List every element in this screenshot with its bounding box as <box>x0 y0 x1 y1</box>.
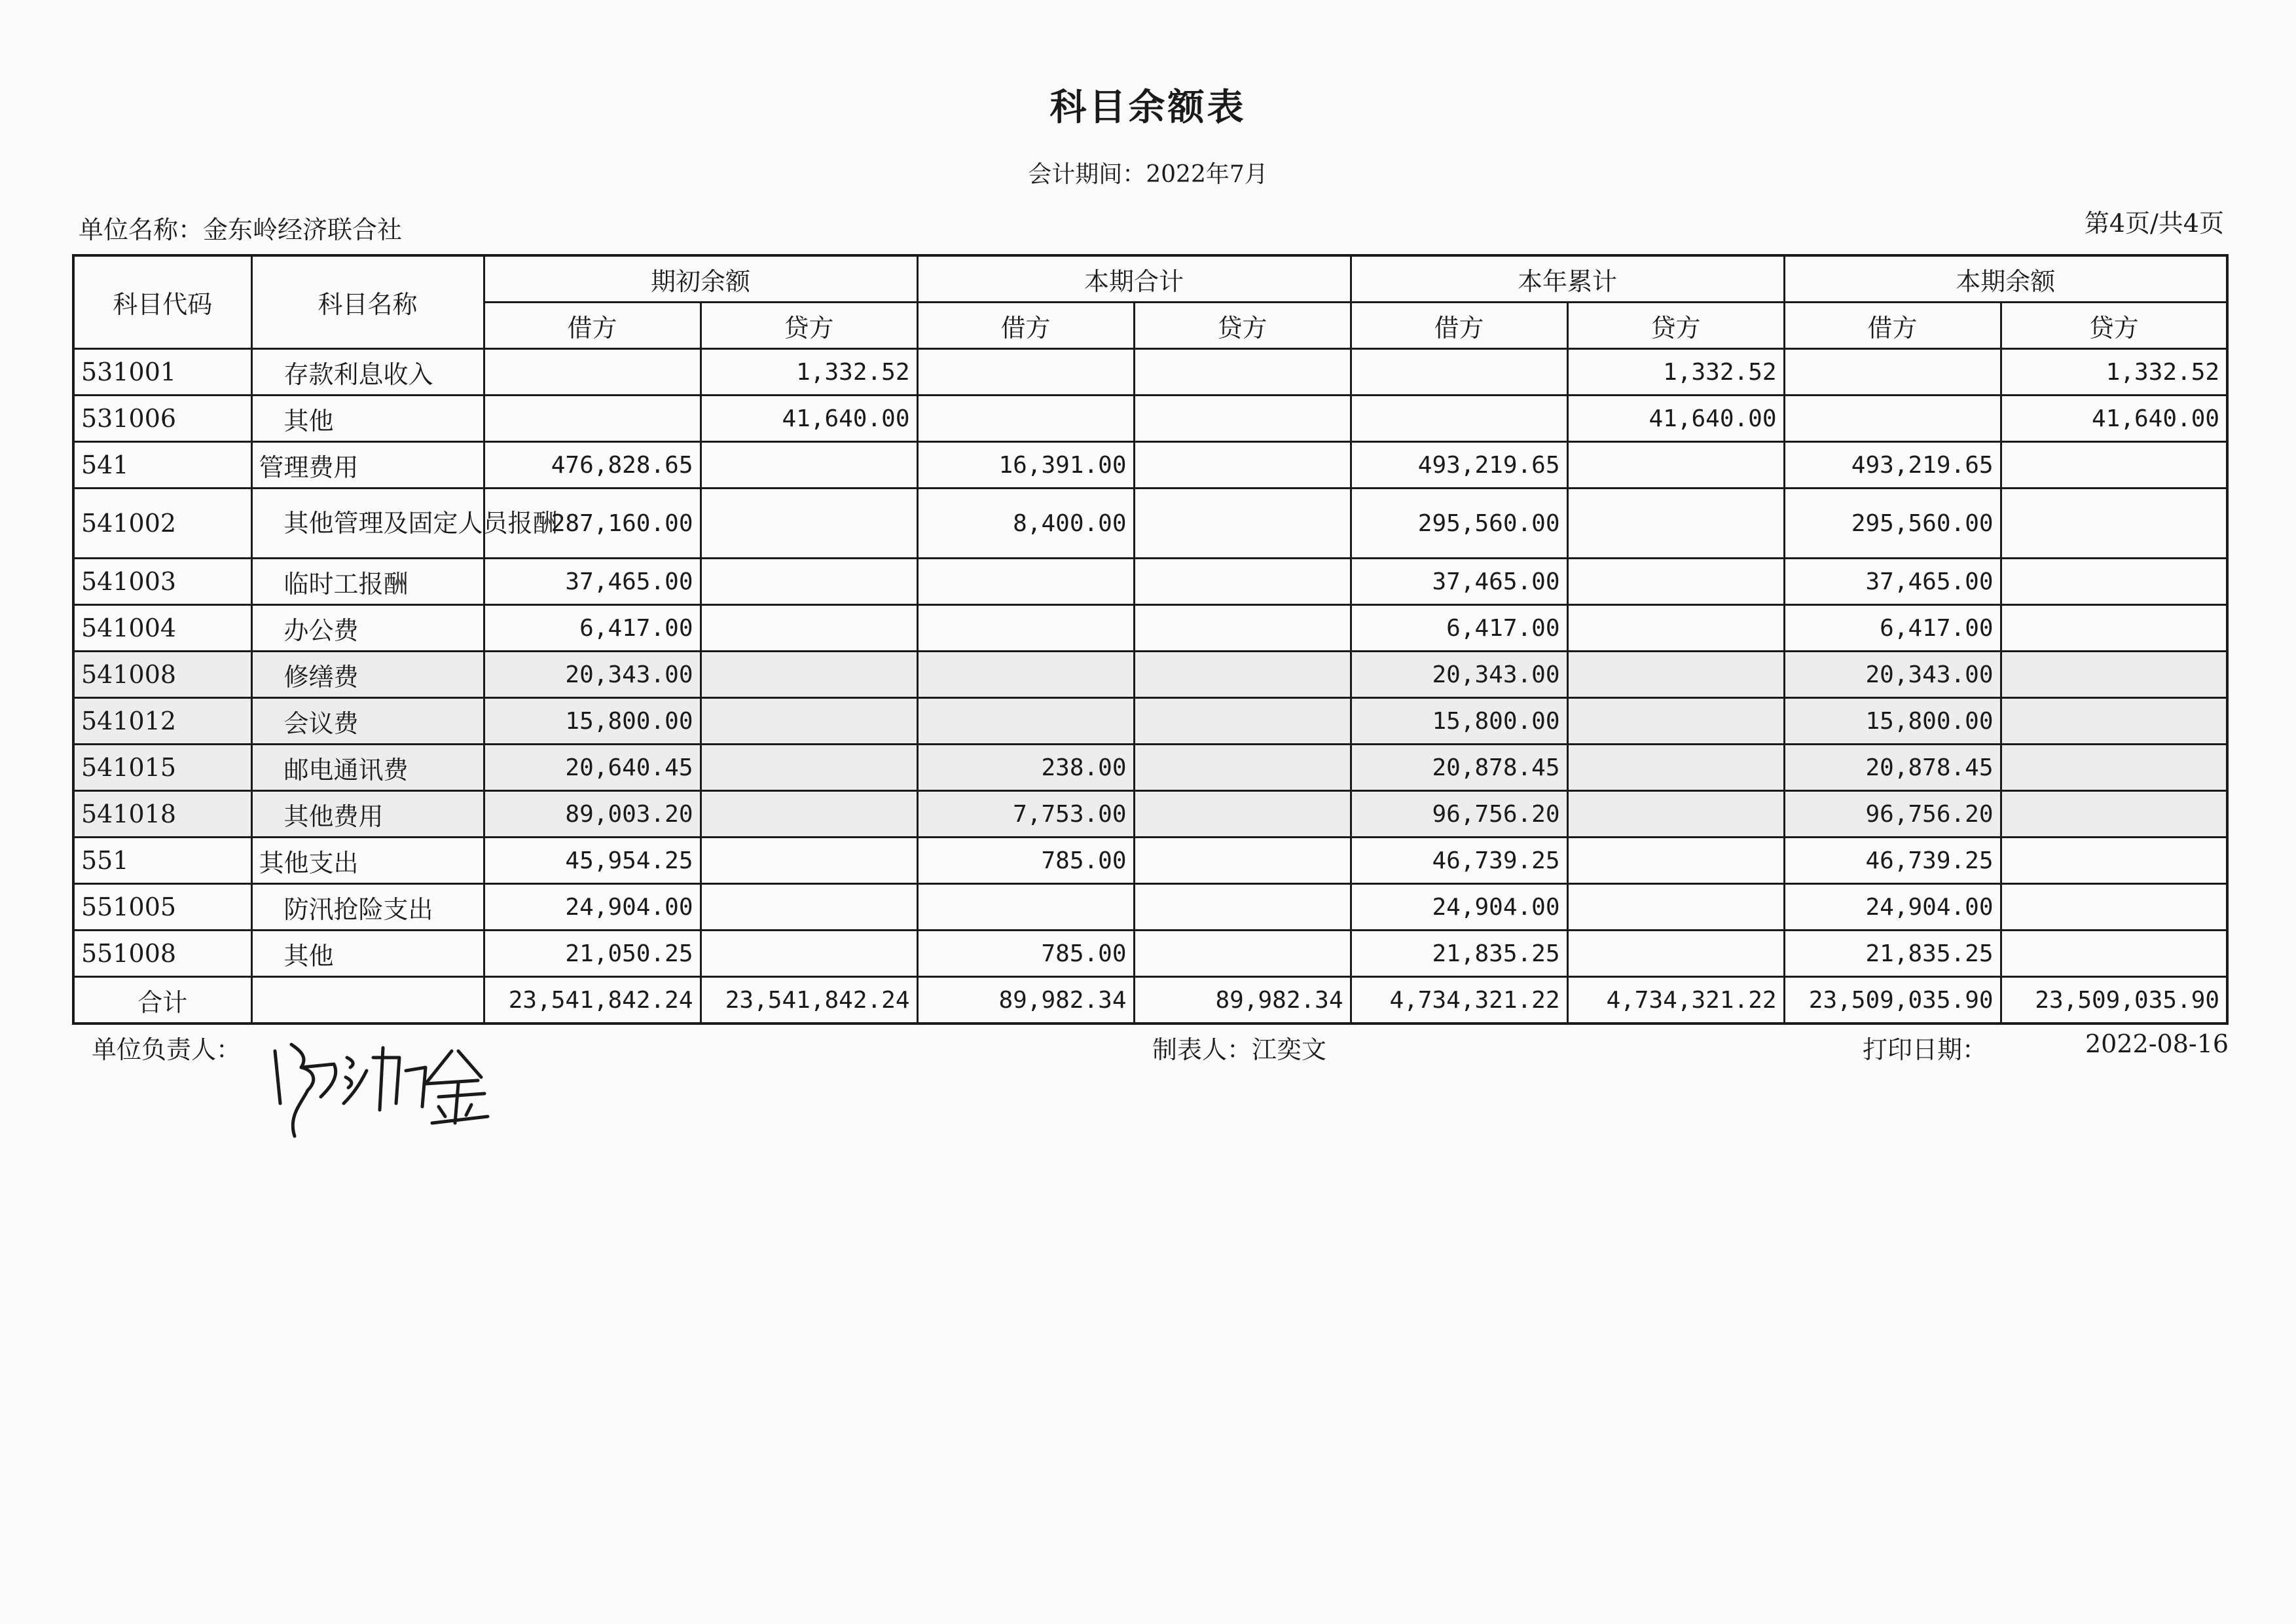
cell-open-debit: 20,343.00 <box>484 652 701 698</box>
total-close-credit: 23,509,035.90 <box>2001 977 2227 1024</box>
cell-cur-credit <box>1134 884 1351 931</box>
table-row <box>73 745 2227 791</box>
total-cur-credit: 89,982.34 <box>1134 977 1351 1024</box>
cell-ytd-debit: 20,343.00 <box>1351 652 1567 698</box>
table-row <box>73 931 2227 977</box>
cell-name: 办公费 <box>251 605 484 652</box>
header-row-1 <box>73 255 2227 303</box>
cell-ytd-credit <box>1567 745 1784 791</box>
cell-ytd-credit: 41,640.00 <box>1567 396 1784 442</box>
cell-code: 531001 <box>73 349 251 396</box>
cell-close-credit <box>2001 698 2227 745</box>
header-credit: 贷方 <box>701 303 917 349</box>
header-name: 科目名称 <box>251 255 484 349</box>
balance-table <box>72 254 2229 1025</box>
cell-cur-credit <box>1134 396 1351 442</box>
cell-code: 541004 <box>73 605 251 652</box>
cell-ytd-credit <box>1567 559 1784 605</box>
cell-ytd-debit: 37,465.00 <box>1351 559 1567 605</box>
accounting-period: 会计期间：2022年7月 <box>1028 161 1268 188</box>
cell-name: 防汛抢险支出 <box>251 884 484 931</box>
cell-close-debit: 46,739.25 <box>1784 838 2001 884</box>
cell-name: 其他 <box>251 396 484 442</box>
total-cur-debit: 89,982.34 <box>917 977 1134 1024</box>
page-number: 第4页/共4页 <box>2084 209 2224 238</box>
cell-name: 存款利息收入 <box>251 349 484 396</box>
cell-close-credit <box>2001 489 2227 559</box>
leader-label: 单位负责人： <box>92 1035 242 1064</box>
cell-open-credit: 41,640.00 <box>701 396 917 442</box>
cell-close-credit: 1,332.52 <box>2001 349 2227 396</box>
cell-open-credit <box>701 791 917 838</box>
table-row <box>73 884 2227 931</box>
header-credit: 贷方 <box>2001 303 2227 349</box>
cell-open-credit <box>701 559 917 605</box>
cell-cur-credit <box>1134 698 1351 745</box>
cell-cur-credit <box>1134 745 1351 791</box>
cell-open-credit <box>701 884 917 931</box>
cell-cur-debit <box>917 652 1134 698</box>
cell-cur-debit <box>917 884 1134 931</box>
cell-close-credit <box>2001 442 2227 489</box>
cell-ytd-debit: 24,904.00 <box>1351 884 1567 931</box>
header-opening: 期初余额 <box>484 255 917 303</box>
cell-close-debit <box>1784 396 2001 442</box>
cell-close-credit <box>2001 559 2227 605</box>
cell-code: 541 <box>73 442 251 489</box>
cell-name: 临时工报酬 <box>251 559 484 605</box>
table-row <box>73 396 2227 442</box>
cell-cur-debit <box>917 605 1134 652</box>
document-title: 科目余额表 <box>1049 86 1247 129</box>
cell-open-debit: 21,050.25 <box>484 931 701 977</box>
cell-open-credit: 1,332.52 <box>701 349 917 396</box>
cell-code: 541002 <box>73 489 251 559</box>
cell-cur-credit <box>1134 442 1351 489</box>
cell-close-debit: 24,904.00 <box>1784 884 2001 931</box>
header-credit: 贷方 <box>1567 303 1784 349</box>
cell-close-debit: 37,465.00 <box>1784 559 2001 605</box>
table-row <box>73 489 2227 559</box>
cell-code: 541012 <box>73 698 251 745</box>
total-name-empty <box>251 977 484 1024</box>
cell-cur-credit <box>1134 791 1351 838</box>
cell-open-debit: 6,417.00 <box>484 605 701 652</box>
cell-ytd-debit <box>1351 396 1567 442</box>
cell-ytd-credit: 1,332.52 <box>1567 349 1784 396</box>
cell-close-credit <box>2001 605 2227 652</box>
cell-ytd-credit <box>1567 698 1784 745</box>
cell-code: 541003 <box>73 559 251 605</box>
cell-open-debit <box>484 349 701 396</box>
total-label: 合计 <box>73 977 251 1024</box>
cell-close-debit: 20,343.00 <box>1784 652 2001 698</box>
total-ytd-debit: 4,734,321.22 <box>1351 977 1567 1024</box>
total-row <box>73 977 2227 1024</box>
header-ytd: 本年累计 <box>1351 255 1784 303</box>
cell-code: 541018 <box>73 791 251 838</box>
cell-cur-credit <box>1134 838 1351 884</box>
cell-cur-debit <box>917 559 1134 605</box>
header-debit: 借方 <box>1351 303 1567 349</box>
cell-cur-debit: 238.00 <box>917 745 1134 791</box>
cell-code: 531006 <box>73 396 251 442</box>
cell-close-debit <box>1784 349 2001 396</box>
table-row <box>73 838 2227 884</box>
cell-ytd-debit: 46,739.25 <box>1351 838 1567 884</box>
cell-open-debit: 287,160.00 <box>484 489 701 559</box>
cell-name: 其他支出 <box>251 838 484 884</box>
cell-cur-debit <box>917 698 1134 745</box>
header-debit: 借方 <box>484 303 701 349</box>
cell-close-credit <box>2001 791 2227 838</box>
header-debit: 借方 <box>1784 303 2001 349</box>
cell-ytd-credit <box>1567 489 1784 559</box>
table-row <box>73 605 2227 652</box>
cell-open-debit: 89,003.20 <box>484 791 701 838</box>
organization-name: 单位名称：金东岭经济联合社 <box>79 215 403 244</box>
cell-close-debit: 96,756.20 <box>1784 791 2001 838</box>
cell-open-debit <box>484 396 701 442</box>
cell-cur-credit <box>1134 489 1351 559</box>
cell-ytd-debit: 21,835.25 <box>1351 931 1567 977</box>
cell-close-debit: 15,800.00 <box>1784 698 2001 745</box>
print-date-value: 2022-08-16 <box>2085 1029 2229 1058</box>
cell-close-debit: 20,878.45 <box>1784 745 2001 791</box>
cell-close-credit: 41,640.00 <box>2001 396 2227 442</box>
cell-open-credit <box>701 652 917 698</box>
cell-close-credit <box>2001 652 2227 698</box>
cell-ytd-debit: 20,878.45 <box>1351 745 1567 791</box>
table-row <box>73 349 2227 396</box>
cell-cur-credit <box>1134 559 1351 605</box>
cell-name: 其他 <box>251 931 484 977</box>
cell-cur-debit: 785.00 <box>917 838 1134 884</box>
cell-open-credit <box>701 698 917 745</box>
cell-name: 修缮费 <box>251 652 484 698</box>
cell-open-credit <box>701 838 917 884</box>
cell-ytd-credit <box>1567 884 1784 931</box>
cell-name: 管理费用 <box>251 442 484 489</box>
cell-cur-credit <box>1134 605 1351 652</box>
cell-ytd-credit <box>1567 838 1784 884</box>
cell-cur-debit: 7,753.00 <box>917 791 1134 838</box>
cell-code: 541008 <box>73 652 251 698</box>
total-ytd-credit: 4,734,321.22 <box>1567 977 1784 1024</box>
cell-open-debit: 24,904.00 <box>484 884 701 931</box>
cell-ytd-debit: 295,560.00 <box>1351 489 1567 559</box>
cell-open-credit <box>701 931 917 977</box>
cell-code: 541015 <box>73 745 251 791</box>
table-row <box>73 698 2227 745</box>
cell-cur-credit <box>1134 349 1351 396</box>
cell-open-debit: 15,800.00 <box>484 698 701 745</box>
cell-ytd-credit <box>1567 791 1784 838</box>
cell-ytd-credit <box>1567 605 1784 652</box>
cell-ytd-debit: 15,800.00 <box>1351 698 1567 745</box>
cell-code: 551 <box>73 838 251 884</box>
header-current: 本期合计 <box>917 255 1351 303</box>
cell-ytd-debit: 493,219.65 <box>1351 442 1567 489</box>
cell-close-debit: 295,560.00 <box>1784 489 2001 559</box>
table-row <box>73 791 2227 838</box>
table-row <box>73 652 2227 698</box>
header-debit: 借方 <box>917 303 1134 349</box>
cell-name: 邮电通讯费 <box>251 745 484 791</box>
table-row <box>73 559 2227 605</box>
cell-close-credit <box>2001 745 2227 791</box>
cell-open-credit <box>701 745 917 791</box>
cell-open-credit <box>701 605 917 652</box>
cell-close-credit <box>2001 884 2227 931</box>
cell-ytd-debit: 6,417.00 <box>1351 605 1567 652</box>
cell-open-debit: 20,640.45 <box>484 745 701 791</box>
cell-cur-debit: 16,391.00 <box>917 442 1134 489</box>
cell-ytd-debit: 96,756.20 <box>1351 791 1567 838</box>
cell-cur-debit: 785.00 <box>917 931 1134 977</box>
cell-cur-credit <box>1134 931 1351 977</box>
cell-ytd-debit <box>1351 349 1567 396</box>
cell-open-credit <box>701 489 917 559</box>
cell-open-debit: 37,465.00 <box>484 559 701 605</box>
cell-close-debit: 21,835.25 <box>1784 931 2001 977</box>
total-open-credit: 23,541,842.24 <box>701 977 917 1024</box>
header-closing: 本期余额 <box>1784 255 2227 303</box>
cell-cur-debit: 8,400.00 <box>917 489 1134 559</box>
cell-open-credit <box>701 442 917 489</box>
cell-close-debit: 493,219.65 <box>1784 442 2001 489</box>
cell-name: 其他管理及固定人员报酬 <box>251 489 484 559</box>
cell-close-credit <box>2001 931 2227 977</box>
preparer-label: 制表人：江奕文 <box>1152 1035 1327 1064</box>
cell-cur-debit <box>917 396 1134 442</box>
cell-open-debit: 476,828.65 <box>484 442 701 489</box>
header-credit: 贷方 <box>1134 303 1351 349</box>
cell-name: 其他费用 <box>251 791 484 838</box>
table-row <box>73 442 2227 489</box>
cell-close-debit: 6,417.00 <box>1784 605 2001 652</box>
cell-open-debit: 45,954.25 <box>484 838 701 884</box>
cell-code: 551008 <box>73 931 251 977</box>
cell-cur-debit <box>917 349 1134 396</box>
cell-close-credit <box>2001 838 2227 884</box>
cell-ytd-credit <box>1567 931 1784 977</box>
print-date-label: 打印日期： <box>1863 1035 1988 1064</box>
handwritten-signature <box>262 1031 537 1143</box>
cell-ytd-credit <box>1567 652 1784 698</box>
total-close-debit: 23,509,035.90 <box>1784 977 2001 1024</box>
cell-code: 551005 <box>73 884 251 931</box>
header-code: 科目代码 <box>73 255 251 349</box>
cell-cur-credit <box>1134 652 1351 698</box>
total-open-debit: 23,541,842.24 <box>484 977 701 1024</box>
cell-name: 会议费 <box>251 698 484 745</box>
cell-ytd-credit <box>1567 442 1784 489</box>
